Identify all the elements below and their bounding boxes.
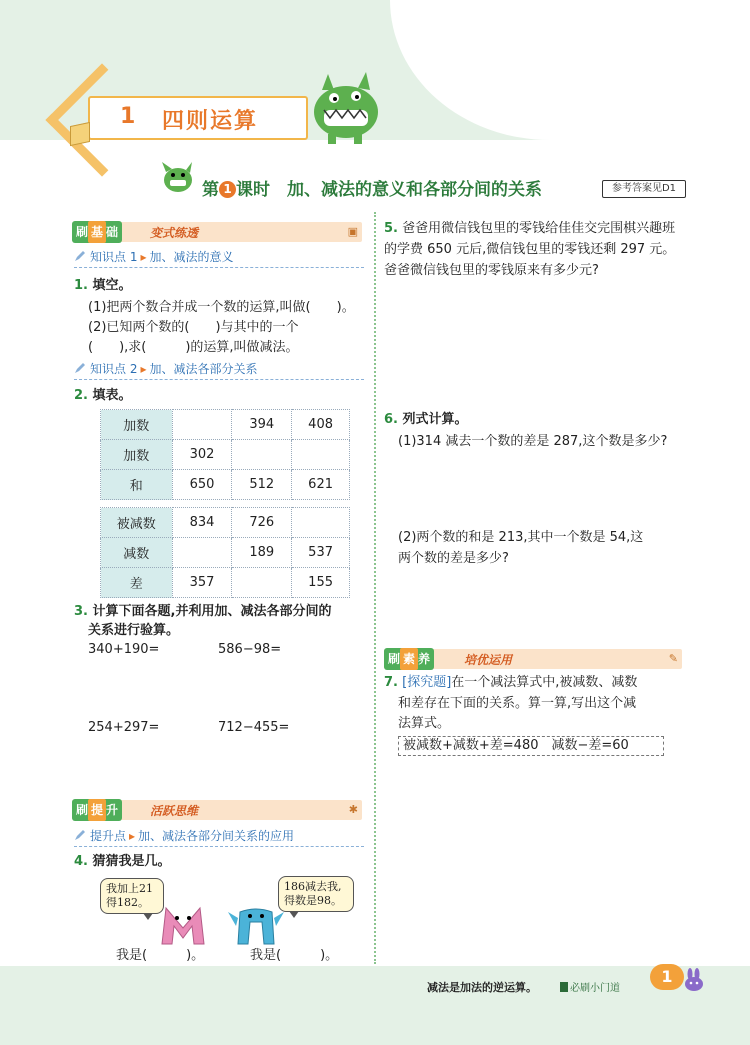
q4-answer-right: 我是( )。	[250, 948, 339, 963]
subtraction-row-header: 减数	[101, 538, 173, 568]
pencil-icon	[74, 250, 86, 262]
pencil-icon	[74, 829, 86, 841]
q1-number: 1.	[74, 278, 88, 293]
improve-tag-char-3: 升	[106, 803, 119, 817]
subtraction-row-header: 被减数	[101, 508, 173, 538]
q3-expr-3: 254+297=	[88, 720, 160, 735]
addition-table	[100, 409, 350, 500]
addition-row-header: 加数	[101, 440, 173, 470]
cube-icon	[70, 122, 90, 146]
q6-title	[384, 410, 468, 430]
lesson-number-badge: 1	[219, 181, 236, 198]
subtraction-row-header: 差	[101, 568, 173, 598]
addition-row-header: 和	[101, 470, 173, 500]
quality-tag-char-3: 养	[418, 652, 431, 666]
knowledge-point-1	[74, 248, 234, 266]
improve-section-subtitle: 活跃思维	[150, 804, 199, 818]
improve-section-tag	[72, 799, 122, 821]
lesson-title	[202, 175, 542, 200]
table-row	[101, 410, 350, 440]
green-monster-icon	[302, 72, 388, 144]
table-row	[101, 508, 350, 538]
basic-tag-char-2: 基	[88, 221, 106, 243]
basic-section-banner	[72, 222, 362, 242]
q7-equation-box: 被减数+减数+差=480 减数−差=60	[398, 736, 664, 756]
briefcase-icon: ▣	[347, 225, 358, 238]
pen-icon: ✎	[668, 652, 678, 665]
book-icon	[560, 982, 568, 992]
arrow-icon: ▸	[140, 250, 147, 264]
kp2-text: 加、减法各部分关系	[149, 362, 258, 376]
table-row	[101, 470, 350, 500]
q1-title-text: 填空。	[92, 278, 132, 293]
addition-cell[interactable]	[292, 440, 350, 470]
answer-reference: 参考答案见D1	[602, 180, 686, 198]
q2-title-text: 填表。	[92, 388, 132, 403]
q1-title	[74, 276, 132, 296]
improve-kp-label: 提升点	[90, 829, 127, 843]
kp1-label: 知识点 1	[90, 250, 138, 264]
lesson-title-text: 加、减法的意义和各部分间的关系	[287, 180, 542, 200]
subtraction-cell: 726	[232, 508, 292, 538]
q7-line-b: 和差存在下面的关系。算一算,写出这个减	[398, 696, 637, 711]
addition-cell: 650	[172, 470, 232, 500]
dinosaur-mascot-icon	[158, 160, 196, 196]
lesson-suffix: 课时	[236, 180, 270, 200]
q3-expr-4: 712−455=	[218, 720, 290, 735]
table-row	[101, 538, 350, 568]
q7-number: 7.	[384, 675, 398, 690]
q3-expr-1: 340+190=	[88, 642, 160, 657]
lesson-prefix: 第	[202, 180, 219, 200]
q2-number: 2.	[74, 388, 88, 403]
q5	[384, 218, 684, 281]
improve-tag-char-2: 提	[88, 799, 106, 821]
q6-part-2a: (2)两个数的和是 213,其中一个数是 54,这	[398, 530, 644, 545]
q7-line-c: 法算式。	[398, 716, 451, 731]
subtraction-cell: 155	[292, 568, 350, 598]
page-number: 1	[650, 964, 684, 990]
subtraction-cell[interactable]	[232, 568, 292, 598]
kp2-underline	[74, 379, 364, 380]
subtraction-table	[100, 507, 350, 598]
kp2-label: 知识点 2	[90, 362, 138, 376]
q1-line-2a: (2)已知两个数的( )与其中的一个	[88, 320, 299, 335]
improve-tag-char-1: 刷	[76, 803, 89, 817]
q3-number: 3.	[74, 604, 88, 619]
chapter-title: 四则运算	[162, 109, 259, 134]
addition-row-header: 加数	[101, 410, 173, 440]
subtraction-cell[interactable]	[172, 538, 232, 568]
footer-band	[0, 966, 750, 1045]
q3-title-text-1: 计算下面各题,并利用加、减法各部分间的	[92, 604, 332, 619]
footer-tip: 减法是加法的逆运算。	[427, 981, 537, 994]
subtraction-cell: 189	[232, 538, 292, 568]
q4-title	[74, 852, 171, 872]
basic-section-subtitle: 变式练透	[150, 226, 199, 240]
q5-text: 爸爸用微信钱包里的零钱给佳佳交完围棋兴趣班的学费 650 元后,微信钱包里的零钱还剩 297 元。爸爸微信钱包里的零钱原来有多少元?	[384, 221, 676, 278]
q7-inquiry-tag: [探究题]	[402, 675, 452, 690]
blue-letter-n-character-icon	[228, 904, 284, 948]
improve-kp-text: 加、减法各部分间关系的应用	[138, 829, 295, 843]
addition-cell: 512	[232, 470, 292, 500]
quality-section-tag	[384, 648, 434, 670]
knowledge-point-2	[74, 360, 258, 378]
subtraction-cell[interactable]	[292, 508, 350, 538]
pencil-icon	[74, 362, 86, 374]
table-row	[101, 440, 350, 470]
q7-line-a	[384, 673, 637, 693]
q7-text-a: 在一个减法算式中,被减数、减数	[451, 675, 638, 690]
improve-kp-underline	[74, 846, 364, 847]
improvement-point	[74, 827, 294, 845]
pink-letter-m-character-icon	[158, 902, 208, 946]
q1-line-2b: ( ),求( )的运算,叫做减法。	[88, 340, 299, 355]
quality-tag-char-1: 刷	[388, 652, 401, 666]
improve-section-banner	[72, 800, 362, 820]
arrow-icon: ▸	[129, 829, 136, 843]
addition-cell: 621	[292, 470, 350, 500]
q3-title-2: 关系进行验算。	[88, 623, 180, 638]
q1-line-1: (1)把两个数合并成一个数的运算,叫做( )。	[88, 300, 355, 315]
q4-answer-left: 我是( )。	[116, 948, 205, 963]
q3-expr-2: 586−98=	[218, 642, 282, 657]
subtraction-cell: 834	[172, 508, 232, 538]
q6-part-1: (1)314 减去一个数的差是 287,这个数是多少?	[398, 434, 668, 449]
quality-tag-char-2: 素	[400, 648, 418, 670]
footer-brand	[560, 979, 620, 994]
table-row	[101, 568, 350, 598]
q6-part-2b: 两个数的差是多少?	[398, 551, 509, 566]
basic-tag-char-3: 础	[106, 225, 119, 239]
subtraction-cell: 357	[172, 568, 232, 598]
q5-number: 5.	[384, 221, 398, 236]
subtraction-cell: 537	[292, 538, 350, 568]
quality-section-subtitle: 培优运用	[464, 653, 513, 667]
addition-cell[interactable]	[232, 440, 292, 470]
addition-cell[interactable]	[172, 410, 232, 440]
q4-number: 4.	[74, 854, 88, 869]
basic-tag-char-1: 刷	[76, 225, 89, 239]
speech-bubble-right: 186减去我, 得数是98。	[278, 876, 354, 912]
quality-section-banner	[384, 649, 682, 669]
q3-title-1	[74, 602, 331, 622]
addition-cell: 302	[172, 440, 232, 470]
speech-bubble-left: 我加上21 得182。	[100, 878, 164, 914]
chapter-number: 1	[120, 104, 136, 129]
purple-bunny-icon	[680, 968, 706, 992]
kp1-underline	[74, 267, 364, 268]
kp1-text: 加、减法的意义	[149, 250, 234, 264]
sparkle-icon: ✱	[348, 803, 358, 816]
addition-cell: 394	[232, 410, 292, 440]
q4-title-text: 猜猜我是几。	[92, 854, 171, 869]
q6-title-text: 列式计算。	[402, 412, 468, 427]
addition-cell: 408	[292, 410, 350, 440]
q2-title	[74, 386, 132, 406]
q6-number: 6.	[384, 412, 398, 427]
basic-section-tag	[72, 221, 122, 243]
arrow-icon: ▸	[140, 362, 147, 376]
footer-brand-text: 必刷小门道	[570, 983, 620, 994]
column-divider	[374, 212, 376, 964]
